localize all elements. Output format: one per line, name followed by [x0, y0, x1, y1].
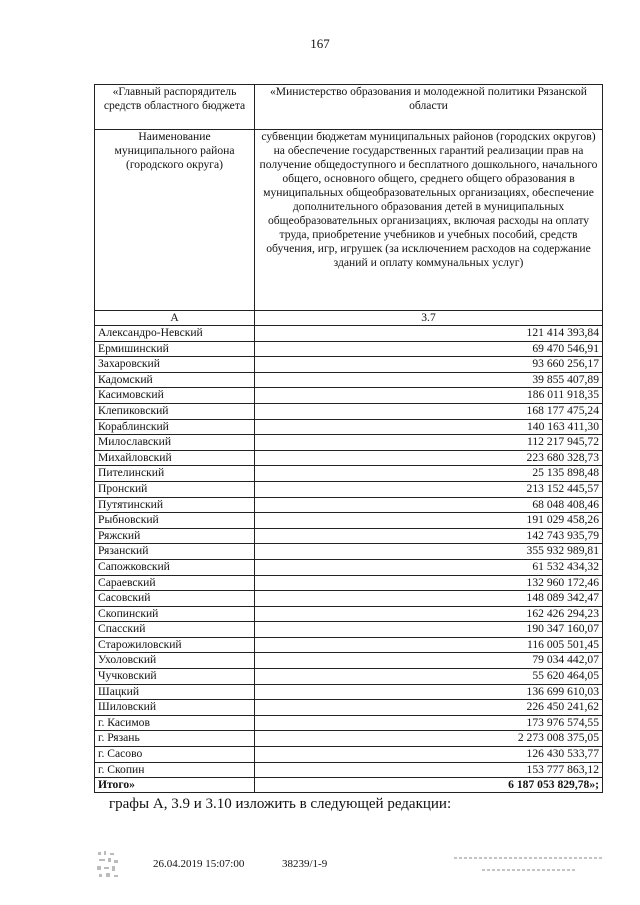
district-name-cell: г. Скопин — [95, 762, 255, 778]
header-row — [95, 85, 603, 130]
table-row — [95, 715, 603, 731]
footer-ref: 38239/1-9 — [282, 858, 328, 870]
amount-cell: 226 450 241,62 — [255, 700, 603, 716]
table-row — [95, 528, 603, 544]
table-row — [95, 341, 603, 357]
table-row — [95, 481, 603, 497]
district-name-cell: г. Сасово — [95, 747, 255, 763]
district-name-cell: Кадомский — [95, 372, 255, 388]
district-name-cell: Сасовский — [95, 591, 255, 607]
table-row — [95, 403, 603, 419]
amount-cell: 148 089 342,47 — [255, 591, 603, 607]
table-row — [95, 450, 603, 466]
table-row — [95, 559, 603, 575]
amount-cell: 153 777 863,12 — [255, 762, 603, 778]
district-name-cell: Рязанский — [95, 544, 255, 560]
amount-cell: 2 273 008 375,05 — [255, 731, 603, 747]
column-b-label: 3.7 — [255, 311, 603, 326]
district-name-cell: Клепиковский — [95, 403, 255, 419]
table-row — [95, 606, 603, 622]
table-row — [95, 653, 603, 669]
amount-cell: 186 011 918,35 — [255, 388, 603, 404]
barcode-stamp-icon — [94, 848, 124, 888]
total-row — [95, 778, 603, 793]
district-name-cell: Кораблинский — [95, 419, 255, 435]
district-name-cell: Шиловский — [95, 700, 255, 716]
amount-cell: 68 048 408,46 — [255, 497, 603, 513]
district-name-cell: Сараевский — [95, 575, 255, 591]
amount-cell: 190 347 160,07 — [255, 622, 603, 638]
electronic-signature-stamp-icon — [452, 852, 608, 878]
table-row — [95, 622, 603, 638]
district-name-cell: Ряжский — [95, 528, 255, 544]
table-row — [95, 669, 603, 685]
district-name-cell: Путятинский — [95, 497, 255, 513]
district-name-cell: г. Рязань — [95, 731, 255, 747]
table-row — [95, 357, 603, 373]
amount-cell: 213 152 445,57 — [255, 481, 603, 497]
district-name-cell: г. Касимов — [95, 715, 255, 731]
table-row — [95, 747, 603, 763]
table-row — [95, 575, 603, 591]
amount-cell: 25 135 898,48 — [255, 466, 603, 482]
district-name-cell: Пронский — [95, 481, 255, 497]
table-row — [95, 684, 603, 700]
total-value-cell: 6 187 053 829,78»; — [255, 778, 603, 793]
table-row — [95, 388, 603, 404]
table-row — [95, 497, 603, 513]
total-label-cell: Итого» — [95, 778, 255, 793]
header-right-cell: «Министерство образования и молодежной политики Рязанской области — [255, 85, 603, 130]
subheader-row — [95, 130, 603, 311]
district-name-cell: Скопинский — [95, 606, 255, 622]
subheader-right-cell: субвенции бюджетам муниципальных районов (городских округов) на обеспечение государственных гарантий реализации прав на получение общедоступного и бесплатного дошкольного, начального общего, основного общего, среднего общего образования в муниципальных общеобразовательных организациях, обеспечение дополнительного образования детей в муниципальных общеобразовательных организациях, включая расходы на оплату труда, приобретение учебников и учебных пособий, средств обучения, игр, игрушек (за исключением расходов на содержание зданий и оплату коммунальных услуг) — [255, 130, 603, 311]
table-row — [95, 435, 603, 451]
table-row — [95, 466, 603, 482]
amount-cell: 39 855 407,89 — [255, 372, 603, 388]
amount-cell: 168 177 475,24 — [255, 403, 603, 419]
table-row — [95, 591, 603, 607]
amount-cell: 93 660 256,17 — [255, 357, 603, 373]
table-row — [95, 731, 603, 747]
district-name-cell: Старожиловский — [95, 637, 255, 653]
district-name-cell: Шацкий — [95, 684, 255, 700]
amount-cell: 112 217 945,72 — [255, 435, 603, 451]
amount-cell: 140 163 411,30 — [255, 419, 603, 435]
amount-cell: 136 699 610,03 — [255, 684, 603, 700]
table-row — [95, 326, 603, 342]
table-row — [95, 637, 603, 653]
table-row — [95, 544, 603, 560]
subheader-left-cell: Наименование муниципального района (городского округа) — [95, 130, 255, 311]
district-name-cell: Милославский — [95, 435, 255, 451]
district-name-cell: Сапожковский — [95, 559, 255, 575]
column-a-label: А — [95, 311, 255, 326]
district-name-cell: Рыбновский — [95, 513, 255, 529]
table-row — [95, 513, 603, 529]
footer-date: 26.04.2019 15:07:00 — [153, 858, 245, 870]
amount-cell: 79 034 442,07 — [255, 653, 603, 669]
amount-cell: 69 470 546,91 — [255, 341, 603, 357]
amount-cell: 142 743 935,79 — [255, 528, 603, 544]
page-number: 167 — [310, 36, 330, 51]
column-index-row — [95, 311, 603, 326]
amount-cell: 55 620 464,05 — [255, 669, 603, 685]
table-row — [95, 419, 603, 435]
amount-cell: 116 005 501,45 — [255, 637, 603, 653]
district-name-cell: Ермишинский — [95, 341, 255, 357]
amount-cell: 162 426 294,23 — [255, 606, 603, 622]
table-row — [95, 762, 603, 778]
table-row — [95, 700, 603, 716]
district-name-cell: Ухоловский — [95, 653, 255, 669]
district-name-cell: Захаровский — [95, 357, 255, 373]
amount-cell: 132 960 172,46 — [255, 575, 603, 591]
amount-cell: 173 976 574,55 — [255, 715, 603, 731]
budget-table — [94, 84, 603, 793]
amount-cell: 126 430 533,77 — [255, 747, 603, 763]
district-name-cell: Александро-Невский — [95, 326, 255, 342]
district-name-cell: Касимовский — [95, 388, 255, 404]
district-name-cell: Михайловский — [95, 450, 255, 466]
district-name-cell: Спасский — [95, 622, 255, 638]
header-left-cell: «Главный распорядитель средств областного бюджета — [95, 85, 255, 130]
amount-cell: 121 414 393,84 — [255, 326, 603, 342]
amount-cell: 61 532 434,32 — [255, 559, 603, 575]
district-name-cell: Чучковский — [95, 669, 255, 685]
amount-cell: 223 680 328,73 — [255, 450, 603, 466]
table-row — [95, 372, 603, 388]
district-name-cell: Пителинский — [95, 466, 255, 482]
amendment-text: графы А, 3.9 и 3.10 изложить в следующей редакции: — [109, 796, 452, 812]
amount-cell: 191 029 458,26 — [255, 513, 603, 529]
amount-cell: 355 932 989,81 — [255, 544, 603, 560]
